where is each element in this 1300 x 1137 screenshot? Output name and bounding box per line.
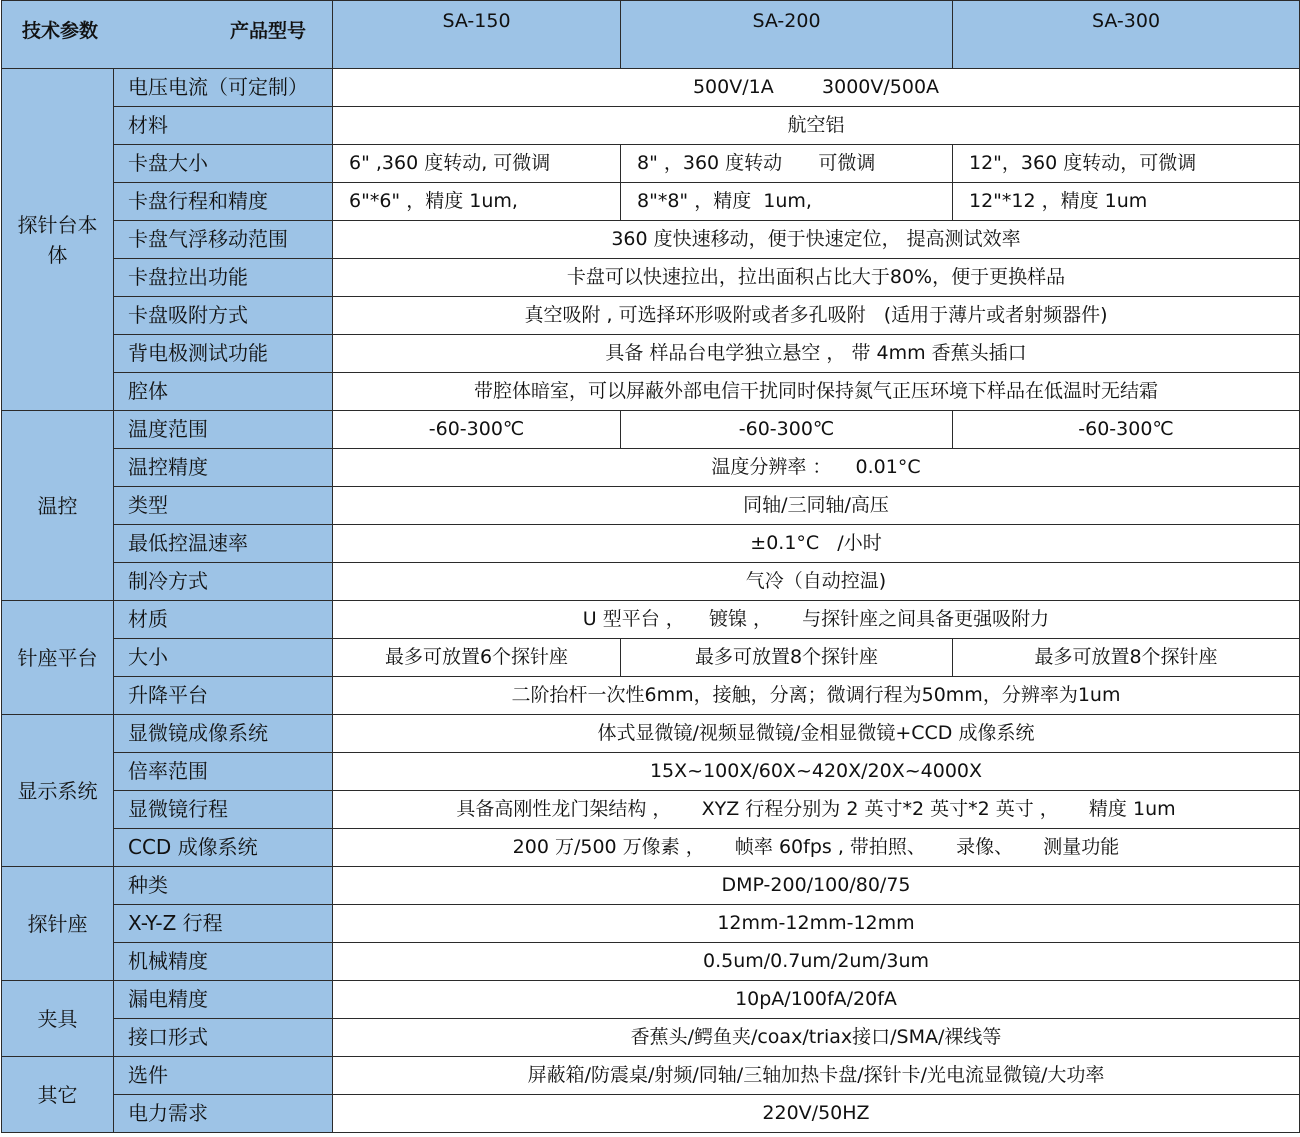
param-label: 大小: [114, 639, 333, 677]
spec-row: [2, 449, 1300, 487]
spec-row: [2, 259, 1300, 297]
value-cell-model-2: 8"*8" ，精度 1um,: [621, 183, 953, 221]
param-label: 背电极测试功能: [114, 335, 333, 373]
param-label: 卡盘拉出功能: [114, 259, 333, 297]
value-cell: 二阶抬杆一次性6mm，接触，分离；微调行程为50mm，分辨率为1um: [333, 677, 1300, 715]
spec-row: [2, 411, 1300, 449]
model-label: 产品型号: [230, 20, 307, 42]
category-cell: 探针座: [2, 867, 114, 981]
value-cell: 10pA/100fA/20fA: [333, 981, 1300, 1019]
spec-row: [2, 981, 1300, 1019]
value-cell-model-1: 最多可放置6个探针座: [333, 639, 621, 677]
value-cell: 温度分辨率 ： 0.01°C: [333, 449, 1300, 487]
param-label: X-Y-Z 行程: [114, 905, 333, 943]
category-cell: 显示系统: [2, 715, 114, 867]
spec-row: [2, 183, 1300, 221]
value-cell: 500V/1A 3000V/500A: [333, 69, 1300, 107]
value-cell: 航空铝: [333, 107, 1300, 145]
value-cell: 15X~100X/60X~420X/20X~4000X: [333, 753, 1300, 791]
spec-row: [2, 525, 1300, 563]
spec-row: [2, 943, 1300, 981]
value-cell: 12mm-12mm-12mm: [333, 905, 1300, 943]
spec-row: [2, 69, 1300, 107]
value-cell: 200 万/500 万像素 ， 帧率 60fps , 带拍照、 录像、 测量功能: [333, 829, 1300, 867]
category-cell: 其它: [2, 1057, 114, 1133]
param-label: 卡盘吸附方式: [114, 297, 333, 335]
param-label: 制冷方式: [114, 563, 333, 601]
param-label: 种类: [114, 867, 333, 905]
category-cell: 夹具: [2, 981, 114, 1057]
value-cell: 220V/50HZ: [333, 1095, 1300, 1133]
spec-row: [2, 221, 1300, 259]
model-sa200-header: SA-200: [621, 1, 953, 69]
value-cell-model-2: -60-300℃: [621, 411, 953, 449]
spec-row: [2, 829, 1300, 867]
model-sa150-header: SA-150: [333, 1, 621, 69]
tech-params-label: 技术参数: [22, 20, 99, 42]
param-label: 卡盘气浮移动范围: [114, 221, 333, 259]
param-label: 温度范围: [114, 411, 333, 449]
spec-row: [2, 905, 1300, 943]
value-cell-model-3: 12"，360 度转动，可微调: [953, 145, 1300, 183]
param-label: 腔体: [114, 373, 333, 411]
spec-row: [2, 677, 1300, 715]
value-cell: 卡盘可以快速拉出，拉出面积占比大于80%，便于更换样品: [333, 259, 1300, 297]
value-cell: 具备高刚性龙门架结构 ， XYZ 行程分别为 2 英寸*2 英寸*2 英寸 ， 精度 1um: [333, 791, 1300, 829]
spec-row: [2, 1019, 1300, 1057]
value-cell-model-3: 最多可放置8个探针座: [953, 639, 1300, 677]
param-label: 漏电精度: [114, 981, 333, 1019]
value-cell-model-2: 最多可放置8个探针座: [621, 639, 953, 677]
spec-row: [2, 791, 1300, 829]
spec-row: [2, 867, 1300, 905]
value-cell-model-1: -60-300℃: [333, 411, 621, 449]
spec-row: [2, 601, 1300, 639]
value-cell: 360 度快速移动，便于快速定位， 提高测试效率: [333, 221, 1300, 259]
value-cell: 带腔体暗室，可以屏蔽外部电信干扰同时保持氮气正压环境下样品在低温时无结霜: [333, 373, 1300, 411]
category-cell: 探针台本体: [2, 69, 114, 411]
param-label: 电力需求: [114, 1095, 333, 1133]
spec-table: [1, 0, 1300, 1133]
value-cell-model-2: 8" ，360 度转动 可微调: [621, 145, 953, 183]
spec-row: [2, 563, 1300, 601]
value-cell: 0.5um/0.7um/2um/3um: [333, 943, 1300, 981]
param-label: 电压电流（可定制）: [114, 69, 333, 107]
param-label: 材料: [114, 107, 333, 145]
category-cell: 针座平台: [2, 601, 114, 715]
value-cell: 具备 样品台电学独立悬空 ， 带 4mm 香蕉头插口: [333, 335, 1300, 373]
spec-row: [2, 145, 1300, 183]
value-cell: ±0.1°C /小时: [333, 525, 1300, 563]
param-label: 显微镜行程: [114, 791, 333, 829]
value-cell-model-3: 12"*12 ，精度 1um: [953, 183, 1300, 221]
spec-row: [2, 1095, 1300, 1133]
param-label: 材质: [114, 601, 333, 639]
spec-row: [2, 639, 1300, 677]
value-cell-model-3: -60-300℃: [953, 411, 1300, 449]
value-cell: 真空吸附 , 可选择环形吸附或者多孔吸附 (适用于薄片或者射频器件): [333, 297, 1300, 335]
param-label: 接口形式: [114, 1019, 333, 1057]
spec-row: [2, 107, 1300, 145]
model-sa300-header: SA-300: [953, 1, 1300, 69]
param-label: 机械精度: [114, 943, 333, 981]
value-cell: U 型平台 ， 镀镍 ， 与探针座之间具备更强吸附力: [333, 601, 1300, 639]
value-cell: 体式显微镜/视频显微镜/金相显微镜+CCD 成像系统: [333, 715, 1300, 753]
value-cell-model-1: 6" ,360 度转动, 可微调: [333, 145, 621, 183]
spec-row: [2, 297, 1300, 335]
header-corner-cell: [2, 1, 333, 69]
param-label: 选件: [114, 1057, 333, 1095]
param-label: 升降平台: [114, 677, 333, 715]
param-label: 温控精度: [114, 449, 333, 487]
param-label: 倍率范围: [114, 753, 333, 791]
value-cell: DMP-200/100/80/75: [333, 867, 1300, 905]
spec-row: [2, 373, 1300, 411]
value-cell-model-1: 6"*6" ，精度 1um,: [333, 183, 621, 221]
spec-body: [2, 69, 1300, 1133]
category-cell: 温控: [2, 411, 114, 601]
param-label: 卡盘大小: [114, 145, 333, 183]
spec-row: [2, 1057, 1300, 1095]
value-cell: 同轴/三同轴/高压: [333, 487, 1300, 525]
param-label: CCD 成像系统: [114, 829, 333, 867]
param-label: 显微镜成像系统: [114, 715, 333, 753]
spec-row: [2, 715, 1300, 753]
param-label: 类型: [114, 487, 333, 525]
param-label: 卡盘行程和精度: [114, 183, 333, 221]
value-cell: 屏蔽箱/防震桌/射频/同轴/三轴加热卡盘/探针卡/光电流显微镜/大功率: [333, 1057, 1300, 1095]
spec-row: [2, 335, 1300, 373]
value-cell: 香蕉头/鳄鱼夹/coax/triax接口/SMA/裸线等: [333, 1019, 1300, 1057]
param-label: 最低控温速率: [114, 525, 333, 563]
spec-row: [2, 487, 1300, 525]
header-row: [2, 1, 1300, 69]
spec-row: [2, 753, 1300, 791]
value-cell: 气冷（自动控温): [333, 563, 1300, 601]
